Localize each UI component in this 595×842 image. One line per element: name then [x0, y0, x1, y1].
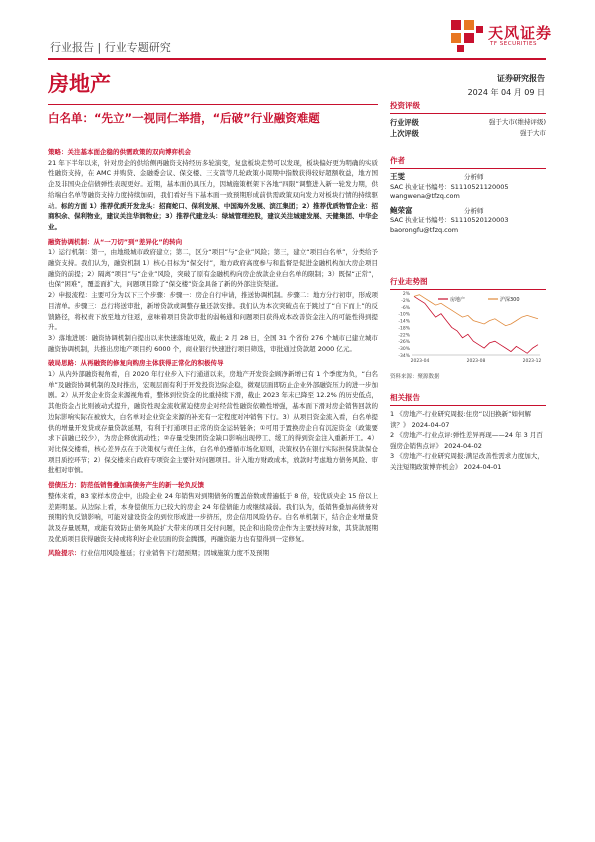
main-body [48, 147, 378, 563]
legend-label: 房地产 [450, 297, 466, 303]
author-name: 鲍荣富 [390, 205, 413, 215]
y-tick-label: -34% [398, 354, 410, 359]
title-divider [48, 104, 378, 105]
authors-block [390, 155, 546, 235]
paragraph: 1）从内外部融资视角看，自 2020 年行业步入下行通道以来，房地产开发资金顾净新增已有 1 个季度为负，“白名单”及融资协调机制的及时推出，宏观层面有利于开发投资边际企稳，微观层面即防止企业外部融资压力的进一步加剧。2）从开发企业资金来源视角看，整体到位资金的比重持续下滑，截止 2023 年末已降至 12.2% 的历史低点，其他资金占比则被动式提升，融资性现金流收紧迫使房企对经营性融资依赖性增强，基本面下滑对房企销售回款的边际影响实际在被放大，白名单对企业资金来源的补充有一定程度对冲销售下行。3）从项目资金流入看，白名单提供的增量开发贷或存量贷款延期，有利于打通项目正常的资金运转链条；①可用于置换房企自有沉淀资金（政策要求下前融已较少），为房企释放流动性；②存量受集团资金缺口影响出现停工、缓工的得到资金注入重新开工。4）对比保交楼看，核心差异点在于决策权与责任主体，白名单仍遵循市场化原则，决策权仍在银行实际担保贷款保仓项目质控环节；2）保交楼来自政府专项资金主要针对问题项目。计入地方财政成本，放款时考虑地方债务风险、审批相对审慎。 [48, 370, 378, 475]
related-report-link[interactable]: 3 《房地产-行业研究周报:满足改善性需求力度加大，关注短期政策博弈机会》 2024-04-01 [390, 452, 544, 471]
rating-title: 投资评级 [390, 101, 420, 110]
related-title: 相关报告 [390, 393, 420, 402]
y-tick-label: 2% [402, 292, 410, 297]
divider [390, 168, 546, 169]
author-email[interactable]: wangwena@tfzq.com [390, 192, 460, 200]
rating-key: 上次评级 [390, 129, 419, 138]
doc-type: 证券研究报告 [497, 74, 545, 83]
paragraph: 3）落地进展：融资协调机制自提出以来快速落地见效，截止 2 月 28 日，全国 31 个省份 276 个城市已建立城市融资协调机制，共推出房地产项目约 6000 个，商业银行快速进行项目筛选，审批通过贷款超 2000 亿元。 [48, 333, 378, 353]
paragraph: 1）运行机制：第一，由地级城市政府建立；第二，区分“项目”与“企业”风险；第三，建立“项目白名单”，分类给予融资支持。我们认为，融资机制 1）核心目标为“保交付”，地方政府高度参与和监督是促进金融机构加大房企项目融资的前提；2）隔离“项目”与“企业”风险，突破了原有金融机构向房企放款企业白名单的限制；3）既保“正常”，也保“困难”，覆盖面扩大，问题项目除了“保交楼”资金具备了新的外部注资渠道。 [48, 248, 378, 289]
chart-source: 资料来源：聚源数据 [390, 374, 440, 380]
author-license: SAC 执业证书编号：S1110520120003 [390, 216, 509, 224]
sector-title: 房地产 [48, 72, 111, 96]
rating-row [390, 128, 546, 139]
y-tick-label: -26% [398, 340, 410, 346]
trend-chart [390, 289, 546, 369]
authors-title: 作者 [390, 156, 405, 165]
section-mechanism [48, 237, 378, 355]
x-tick-label: 2023-08 [466, 359, 486, 364]
related-report-link[interactable]: 2 《房地产-行业点评:弹性差异再现——24 年 3 月百强房企销售点评》 2024-04-02 [390, 431, 543, 450]
author-entry [390, 206, 546, 236]
related-block [390, 392, 546, 472]
paragraph: 21 年下半年以来，针对房企的供给侧再融资支持经历多轮演变，复盘板块走势可以发现，板块偏好更为明确的实质性融资支持，在 AMC 并购贷、金融委会议、保交楼、三支箭等几轮政策小周期中指数获得较好超额收益，地方国企及非国央企信债弹性表现更好。近期，基本面仍具压力，因城施策框架下各地“四限”调整进入新一轮发力期，供给端白名单等融资支持力度持续加码，我们看好当下基本面一致预期形成前供需政策双向发力对板块行情的持续驱动。 [48, 158, 378, 210]
divider [390, 113, 546, 114]
section-breakthrough [48, 358, 378, 476]
brand-name-cn: 天风证券 [488, 24, 553, 42]
paragraph: 整体来看，83 家样本房企中，出险企业 24 年销售对到期债务的覆盖倍数或普遍低于 8 倍，较优质央企 15 倍以上差距明显。从边际上看，本身偿债压力已较大的房企 24 年偿债能力或继续减弱。我们认为，低销售叠加高债务对预期的负反馈影响，可能对建设资金的到位形成进一步挤压，房企信用风险仍存。白名单机制下，结合企业增量贷款及存量展期，或能有效防止债务风险扩大带来的项目交付问题，民企和出险房企作为主要扶持对象，其贷款展期及优质项目获得融资支持或将利好企业层面的资金腾挪，再融资能力也有望得到一定修复。 [48, 491, 378, 543]
brand-name-en: TF SECURITIES [490, 41, 537, 47]
y-tick-label: -14% [398, 319, 410, 325]
section-heading: 破局思路：从再融资的修复向购房主体获得正常化的积极传导 [48, 359, 224, 368]
section-heading: 偿债压力：防范低销售叠加高债务产生的新一轮负反馈 [48, 481, 204, 490]
trend-title: 行业走势图 [390, 277, 428, 286]
series-line [414, 296, 538, 353]
section-risk [48, 548, 378, 559]
x-tick-label: 2023-12 [522, 359, 542, 364]
rating-key: 行业评级 [390, 118, 419, 127]
legend-label: 沪深300 [500, 297, 520, 303]
y-tick-label: -30% [398, 347, 410, 353]
author-entry [390, 172, 546, 202]
x-tick-label: 2023-04 [410, 359, 430, 364]
author-license: SAC 执业证书编号：S1110521120005 [390, 182, 509, 191]
recommendation: 标的方面 1）推荐优质开发龙头：招商蛇口、保利发展、中国海外发展、滨江集团；2）推荐优质物管企业：招商积余、保利物业，建议关注华润物业；3）推荐代建龙头：绿城管理控股，建议关注城建发展、天健集团、中华企业。 [48, 201, 379, 231]
section-heading: 策略：关注基本面企稳的供需政策的双向博弈机会 [48, 148, 191, 156]
report-type: 行业报告 | 行业专题研究 [50, 41, 171, 54]
author-name: 王雯 [390, 172, 405, 181]
tf-securities-logo-icon [447, 16, 487, 56]
section-debt [48, 480, 378, 544]
header-divider [48, 58, 546, 60]
risk-text: 行业信用风险蔓延；行业销售下行超预期；因城施策力度不及预期 [80, 549, 269, 558]
report-title: 白名单：“先立”一视同仁举措，“后破”行业融资难题 [48, 111, 320, 125]
author-role: 分析师 [464, 206, 484, 215]
doc-date: 2024 年 04 月 09 日 [467, 88, 545, 97]
divider [390, 405, 546, 406]
y-tick-label: -22% [398, 333, 410, 339]
author-email[interactable]: baorongfu@tfzq.com [390, 225, 459, 234]
y-tick-label: -2% [401, 298, 410, 304]
y-tick-label: -10% [398, 312, 410, 318]
y-tick-label: -6% [401, 305, 410, 311]
related-report-link[interactable]: 1 《房地产-行业研究周报:住房“以旧换新”如何解读？》 2024-04-07 [390, 410, 531, 429]
y-tick-label: -18% [398, 326, 410, 332]
paragraph: 2）申报流程：主要可分为以下三个步骤：步骤一：房企自行申请，推送协调机制。步骤二：地方分行初审，形成项目清单。步骤三：总行将送审批，新增贷款或调整存量还款安排。我们认为本次突破点在于跳过了“自下而上”的反馈路径，将权责下放至地方往返，意味着项目贷款审批的弱畅通和问题项目获得成本改善资金注入的可能性得到提升。 [48, 291, 378, 332]
rating-value: 强于大市 [520, 129, 546, 137]
section-heading: 融资协调机制：从“一刀切”到“差异化”的转向 [48, 237, 183, 246]
rating-value: 强于大市(维持评级) [488, 118, 546, 126]
section-strategy [48, 147, 378, 233]
rating-block [390, 100, 546, 139]
rating-row [390, 117, 546, 128]
author-role: 分析师 [464, 173, 484, 181]
risk-heading: 风险提示： [48, 549, 81, 558]
